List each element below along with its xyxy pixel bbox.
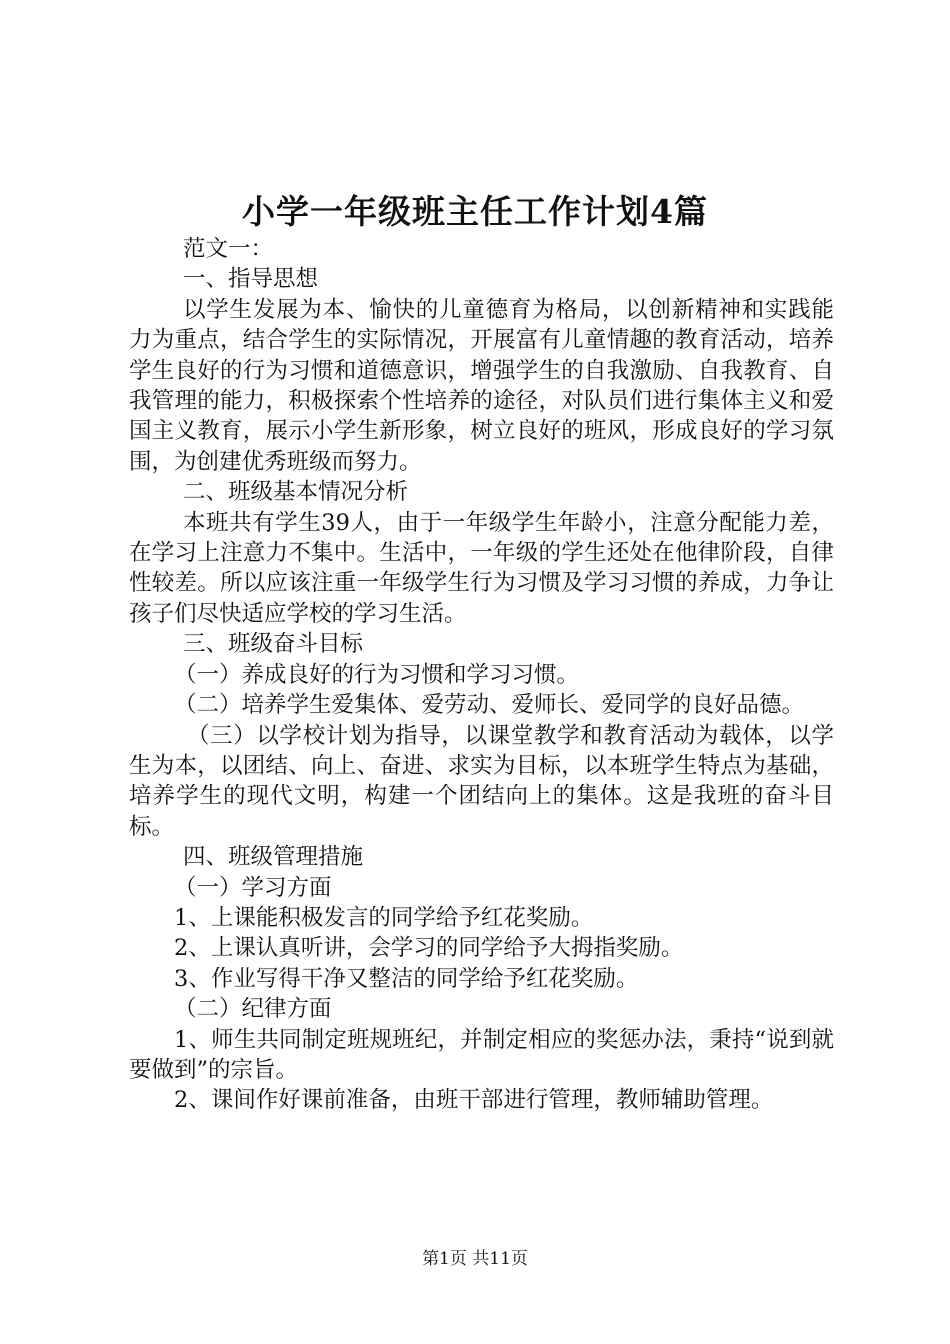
list-item: 3、作业写得干净又整洁的同学给予红花奖励。 bbox=[174, 965, 639, 992]
list-item: 2、课间作好课前准备，由班干部进行管理，教师辅助管理。 bbox=[174, 1087, 774, 1114]
sub-heading: （二）纪律方面 bbox=[174, 996, 332, 1023]
list-item: 1、上课能积极发言的同学给予红花奖励。 bbox=[174, 904, 594, 931]
paragraph: （一）养成良好的行为习惯和学习习惯。 bbox=[174, 661, 580, 688]
page-footer: 第1页 共11页 bbox=[422, 1249, 528, 1269]
paragraph: （二）培养学生爱集体、爱劳动、爱师长、爱同学的良好品德。 bbox=[174, 692, 805, 719]
section-heading: 二、班级基本情况分析 bbox=[183, 479, 409, 506]
document-body bbox=[129, 234, 834, 1116]
paragraph: 以学生发展为本、愉快的儿童德育为格局，以创新精神和实践能力为重点，结合学生的实际情况，开展富有儿童情趣的教育活动，培养学生良好的行为习惯和道德意识，增强学生的自我激励、自我教育、自我管理的能力，积极探索个性培养的途径，对队员们进行集体主义和爱国主义教育，展示小学生新形象，树立良好的班风，形成良好的学习氛围，为创建优秀班级而努力。 bbox=[129, 296, 834, 475]
section-heading: 三、班级奋斗目标 bbox=[183, 631, 364, 658]
paragraph: 范文一： bbox=[183, 236, 274, 262]
section-heading: 一、指导思想 bbox=[183, 266, 319, 293]
paragraph: 本班共有学生39人，由于一年级学生年龄小，注意分配能力差，在学习上注意力不集中。生活中，一年级的学生还处在他律阶段，自律性较差。所以应该注重一年级学生行为习惯及学习习惯的养成，力争让孩子们尽快适应学校的学习生活。 bbox=[129, 509, 834, 627]
list-item: 1、师生共同制定班规班纪，并制定相应的奖惩办法，秉持“说到就要做到”的宗旨。 bbox=[129, 1026, 834, 1083]
document-title: 小学一年级班主任工作计划4篇 bbox=[242, 192, 708, 231]
list-item: 2、上课认真听讲，会学习的同学给予大拇指奖励。 bbox=[174, 935, 684, 962]
paragraph: （三）以学校计划为指导，以课堂教学和教育活动为载体，以学生为本，以团结、向上、奋进、求实为目标，以本班学生特点为基础，培养学生的现代文明，构建一个团结向上的集体。这是我班的奋斗目标。 bbox=[129, 722, 834, 840]
section-heading: 四、班级管理措施 bbox=[183, 844, 364, 871]
sub-heading: （一）学习方面 bbox=[174, 874, 332, 901]
